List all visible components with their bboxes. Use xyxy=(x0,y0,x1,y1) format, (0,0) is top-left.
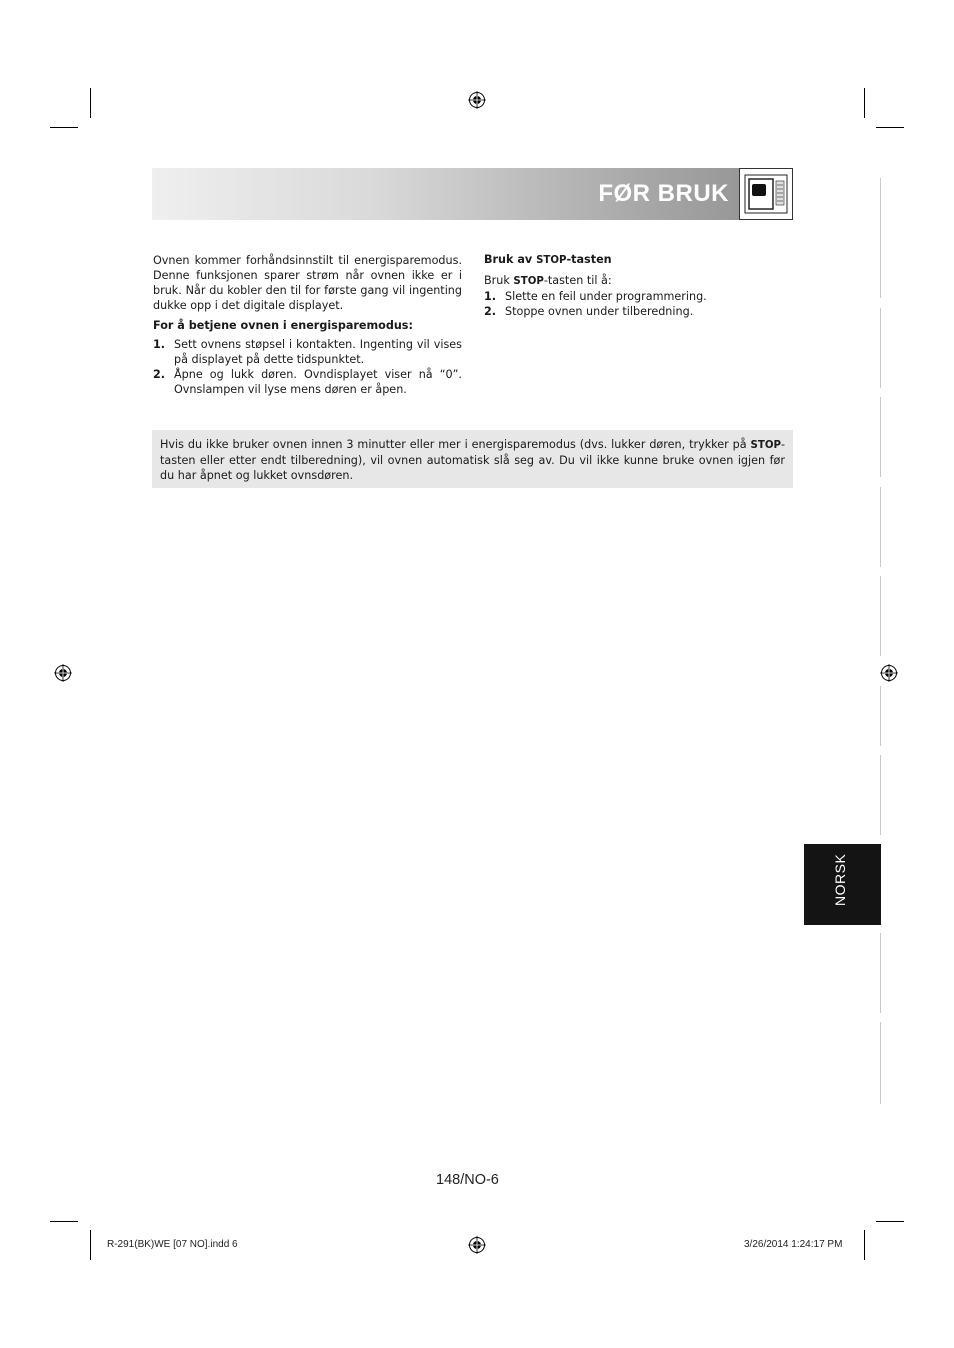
left-column xyxy=(153,253,462,397)
registration-mark-icon xyxy=(880,664,898,682)
step-text: Åpne og lukk døren. Ovndisplayet viser nå “0”. Ovnslampen vil lyse mens døren er åpen. xyxy=(174,368,462,396)
step-number: 1. xyxy=(153,338,166,351)
side-divider xyxy=(880,1022,881,1104)
page-title: FØR BRUK xyxy=(598,180,729,207)
step-number: 2. xyxy=(484,305,497,318)
side-divider xyxy=(880,686,881,746)
step-text: Slette en feil under programmering. xyxy=(505,290,707,303)
crop-mark xyxy=(90,1230,91,1260)
crop-mark xyxy=(50,127,78,128)
side-divider xyxy=(880,397,881,477)
heading-text: -tasten xyxy=(566,253,612,266)
intro-text: -tasten til å: xyxy=(543,274,612,287)
language-label: NORSK xyxy=(832,853,848,906)
stop-key-label: STOP xyxy=(750,440,781,451)
list-item xyxy=(484,289,784,304)
intro-text: Bruk xyxy=(484,274,514,287)
stop-heading xyxy=(484,252,784,268)
list-item xyxy=(153,337,462,367)
stop-key-label: STOP xyxy=(536,255,567,266)
registration-mark-icon xyxy=(468,1236,486,1254)
crop-mark xyxy=(50,1221,78,1222)
steps-list xyxy=(153,337,462,397)
side-divider xyxy=(880,933,881,1013)
registration-mark-icon xyxy=(468,91,486,109)
note-text: Hvis du ikke bruker ovnen innen 3 minutter eller mer i energisparemodus (dvs. lukker døren, trykker på xyxy=(160,438,751,451)
right-column xyxy=(484,252,784,319)
crop-mark xyxy=(864,1230,865,1260)
crop-mark xyxy=(876,1221,904,1222)
crop-mark xyxy=(876,127,904,128)
step-number: 1. xyxy=(484,290,497,303)
side-divider xyxy=(880,487,881,567)
page-number: 148/NO-6 xyxy=(436,1172,499,1188)
stop-steps-list xyxy=(484,289,784,319)
side-divider xyxy=(880,755,881,835)
step-text: Sett ovnens støpsel i kontakten. Ingenting vil vises på displayet på dette tidspunktet. xyxy=(174,338,462,366)
crop-mark xyxy=(90,88,91,118)
language-tab xyxy=(804,844,881,925)
stop-intro xyxy=(484,273,784,289)
footer-timestamp: 3/26/2014 1:24:17 PM xyxy=(744,1239,843,1250)
heading-text: Bruk av xyxy=(484,253,537,266)
step-text: Stoppe ovnen under tilberedning. xyxy=(505,305,694,318)
footer-file: R-291(BK)WE [07 NO].indd 6 xyxy=(107,1239,238,1250)
microwave-icon xyxy=(739,168,793,220)
crop-mark xyxy=(864,88,865,118)
side-divider xyxy=(880,178,881,298)
note-box xyxy=(152,430,793,488)
side-divider xyxy=(880,308,881,388)
section-header xyxy=(152,168,793,220)
subheading: For å betjene ovnen i energisparemodus: xyxy=(153,319,413,332)
stop-key-label: STOP xyxy=(513,276,544,287)
intro-paragraph: Ovnen kommer forhåndsinnstilt til energisparemodus. Denne funksjonen sparer strøm når ovnen ikke er i bruk. Når du kobler den til for første gang vil ingenting dukke opp i det digitale displayet. xyxy=(153,254,462,312)
note-text: -tasten eller etter endt tilberedning), vil ovnen automatisk slå seg av. Du vil ikke kunne bruke ovnen igjen før du har åpnet og lukket ovnsdøren. xyxy=(160,438,785,482)
list-item xyxy=(153,367,462,397)
list-item xyxy=(484,304,784,319)
side-divider xyxy=(880,576,881,656)
registration-mark-icon xyxy=(54,664,72,682)
step-number: 2. xyxy=(153,368,166,381)
